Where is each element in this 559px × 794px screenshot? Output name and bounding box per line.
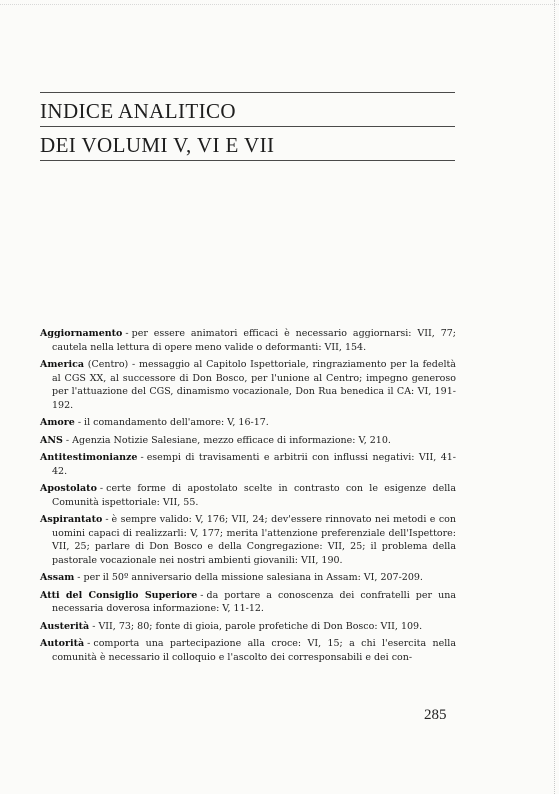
entry-text: da portare a conoscenza dei confratelli per una necessaria doverosa informazione: V, 11-12. [52,589,456,614]
entry-term: Aspirantato [40,514,103,525]
index-entry: Aggiornamento - per essere animatori efficaci è necessario aggiornarsi: VII, 77; cautela nella lettura di opere meno valide o deformanti: VII, 154. [40,328,456,353]
entry-term: Apostolato [40,483,97,494]
entry-text: esempi di travisamenti e arbitrii con influssi negativi: VII, 41-42. [52,452,456,477]
entry-text: per essere animatori efficaci è necessario aggiornarsi: VII, 77; cautela nella lettura di opere meno valide o deformanti: VII, 154. [52,328,456,353]
title-line-1: INDICE ANALITICO [40,99,236,123]
entry-term: Atti del Consiglio Superiore [40,589,198,601]
entry-text: per il 50º anniversario della missione salesiana in Assam: VI, 207-209. [83,572,423,583]
entry-term: Assam [40,572,75,583]
entry-text: certe forme di apostolato scelte in contrasto con le esigenze della Comunità ispettoriale: VII, 55. [52,483,456,508]
entry-text: (Centro) - messaggio al Capitolo Ispettoriale, ringraziamento per la fedeltà al CGS XX, al successore di Don Bosco, per l'unione al Centro; impegno generoso per l'attuazione del CGS, dinamismo vocazionale, Don Rua benedica il CA: VI, 191-192. [52,359,456,411]
entry-text: è sempre valido: V, 176; VII, 24; dev'essere rinnovato nei metodi e con uomini capaci di realizzarli: V, 177; merita l'attenzione preferenziale dell'Ispettore: VII, 25; parlare di Don Bosco e della Congregazione: VII, 25; il problema della pastorale vocazionale nei nostri ambienti giovanili: VII, 190. [52,514,456,566]
page-number: 285 [424,707,447,723]
entry-term: America [40,359,85,370]
entry-term: ANS [40,434,63,446]
entry-term: Autorità [40,638,85,649]
entry-term: Aggiornamento [40,328,123,339]
page-edge-right [554,0,555,794]
title-rule-bottom [40,160,455,161]
entry-text: comporta una partecipazione alla croce: VI, 15; a chi l'esercita nella comunità è necessario il colloquio e l'ascolto dei corresponsabili e dei con- [52,638,456,663]
entry-term: Austerità [40,620,90,632]
title-line-2: DEI VOLUMI V, VI E VII [40,133,275,157]
index-entry: Assam - per il 50º anniversario della missione salesiana in Assam: VI, 207-209. [40,572,423,583]
index-entries [40,327,456,668]
page-edge-top [0,4,559,5]
index-entry: Austerità - VII, 73; 80; fonte di gioia, parole profetiche di Don Bosco: VII, 109. [40,620,423,632]
index-entry: ANS - Agenzia Notizie Salesiane, mezzo efficace di informazione: V, 210. [40,434,391,446]
index-entry: Autorità - comporta una partecipazione alla croce: VI, 15; a chi l'esercita nella comunità è necessario il colloquio e l'ascolto dei corresponsabili e dei con- [40,638,456,663]
index-entry [40,358,456,412]
index-entry: Aspirantato - è sempre valido: V, 176; VII, 24; dev'essere rinnovato nei metodi e con uomini capaci di realizzarli: V, 177; merita l'attenzione preferenziale dell'Ispettore: VII, 25; parlare di Don Bosco e della Congregazione: VII, 25; il problema della pastorale vocazionale nei nostri ambienti giovanili: VII, 190. [40,514,456,566]
entry-text: Agenzia Notizie Salesiane, mezzo efficace di informazione: V, 210. [72,434,391,446]
index-entry: Amore - il comandamento dell'amore: V, 16-17. [40,417,269,428]
entry-text: il comandamento dell'amore: V, 16-17. [84,417,269,428]
entry-term: Antitestimonianze [40,452,138,463]
index-entry: Antitestimonianze - esempi di travisamenti e arbitrii con influssi negativi: VII, 41-42. [40,452,456,477]
index-entry: Apostolato - certe forme di apostolato scelte in contrasto con le esigenze della Comunità ispettoriale: VII, 55. [40,483,456,508]
entry-text: VII, 73; 80; fonte di gioia, parole profetiche di Don Bosco: VII, 109. [98,620,423,632]
entry-term: Amore [40,417,75,428]
index-entry: Atti del Consiglio Superiore - da portare a conoscenza dei confratelli per una necessaria doverosa informazione: V, 11-12. [40,589,456,614]
title-block [40,92,455,161]
